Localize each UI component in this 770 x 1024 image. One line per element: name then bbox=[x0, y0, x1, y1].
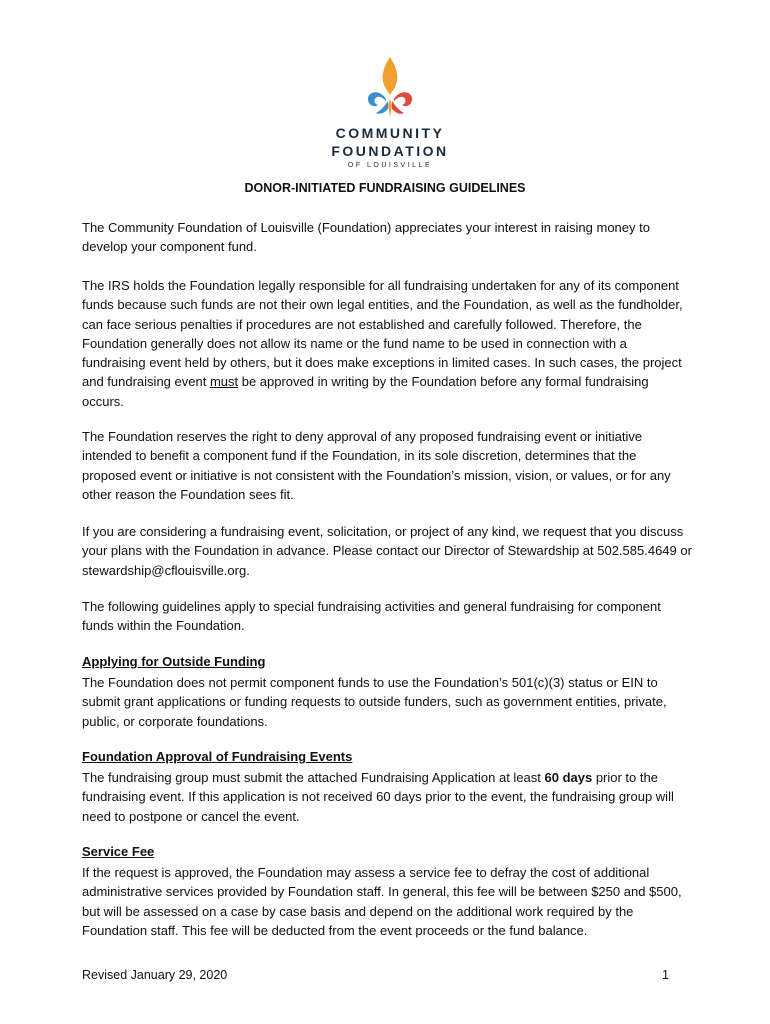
approval-heading: Foundation Approval of Fundraising Events bbox=[82, 749, 353, 764]
document-title: DONOR-INITIATED FUNDRAISING GUIDELINES bbox=[244, 181, 526, 195]
intro-paragraph: The Community Foundation of Louisville (Foundation) appreciates your interest in raising money to develop your component fund. bbox=[82, 220, 650, 255]
revised-date: Revised January 29, 2020 bbox=[82, 968, 228, 982]
approval-text-part2: prior to the fundraising event. If this application is not received 60 days prior to the event, the fundraising group will need to postpone or cancel the event. bbox=[82, 770, 674, 824]
page-number: 1 bbox=[662, 968, 669, 982]
must-emphasis: must bbox=[209, 374, 239, 390]
logo-text-of-louisville: OF LOUISVILLE bbox=[347, 162, 433, 169]
logo-text-foundation: FOUNDATION bbox=[331, 143, 449, 159]
service-fee-body: If the request is approved, the Foundation may assess a service fee to defray the cost of additional administrative services provided by Foundation staff. In general, this fee will be between $250 and $500, but will be assessed on a case by case basis and depend on the additional work required by the Foundation staff. This fee will be deducted from the event proceeds or the fund balance. bbox=[82, 865, 682, 938]
fleur-de-lis-icon bbox=[364, 55, 416, 121]
foundation-logo bbox=[320, 55, 460, 175]
outside-funding-heading: Applying for Outside Funding bbox=[82, 654, 266, 669]
irs-paragraph bbox=[82, 276, 694, 411]
irs-text-part2: be approved in writing by the Foundation before any formal fundraising occurs. bbox=[82, 374, 649, 409]
guidelines-paragraph: The following guidelines apply to special fundraising activities and general fundraising for component funds within the Foundation. bbox=[82, 599, 661, 634]
service-fee-heading: Service Fee bbox=[82, 844, 155, 859]
logo-text-community: COMMUNITY bbox=[335, 125, 445, 141]
approval-body bbox=[82, 768, 694, 826]
contact-paragraph: If you are considering a fundraising event, solicitation, or project of any kind, we request that you discuss your plans with the Foundation in advance. Please contact our Director of Stewardship at 502.585.4649 or stewardship@cflouisville.org. bbox=[82, 524, 692, 578]
reserve-paragraph: The Foundation reserves the right to deny approval of any proposed fundraising event or initiative intended to benefit a component fund if the Foundation, in its sole discretion, determines that the proposed event or initiative is not consistent with the Foundation’s mission, vision, or values, or for any other reason the Foundation sees fit. bbox=[82, 429, 671, 502]
irs-text-part1: The IRS holds the Foundation legally responsible for all fundraising undertaken for any of its component funds because such funds are not their own legal entities, and the Foundation, as well as the fundholder, can face serious penalties if procedures are not established and carefully followed. Therefore, the Foundation generally does not allow its name or the fund name to be used in connection with a fundraising event held by others, but it does make exceptions in limited cases. In such cases, the project and fundraising event bbox=[82, 278, 683, 390]
approval-text-part1: The fundraising group must submit the attached Fundraising Application at least bbox=[82, 770, 545, 785]
outside-funding-body: The Foundation does not permit component funds to use the Foundation’s 501(c)(3) status or EIN to submit grant applications or funding requests to outside funders, such as government entities, private, public, or corporate foundations. bbox=[82, 675, 667, 729]
sixty-days-emphasis: 60 days bbox=[544, 770, 593, 785]
